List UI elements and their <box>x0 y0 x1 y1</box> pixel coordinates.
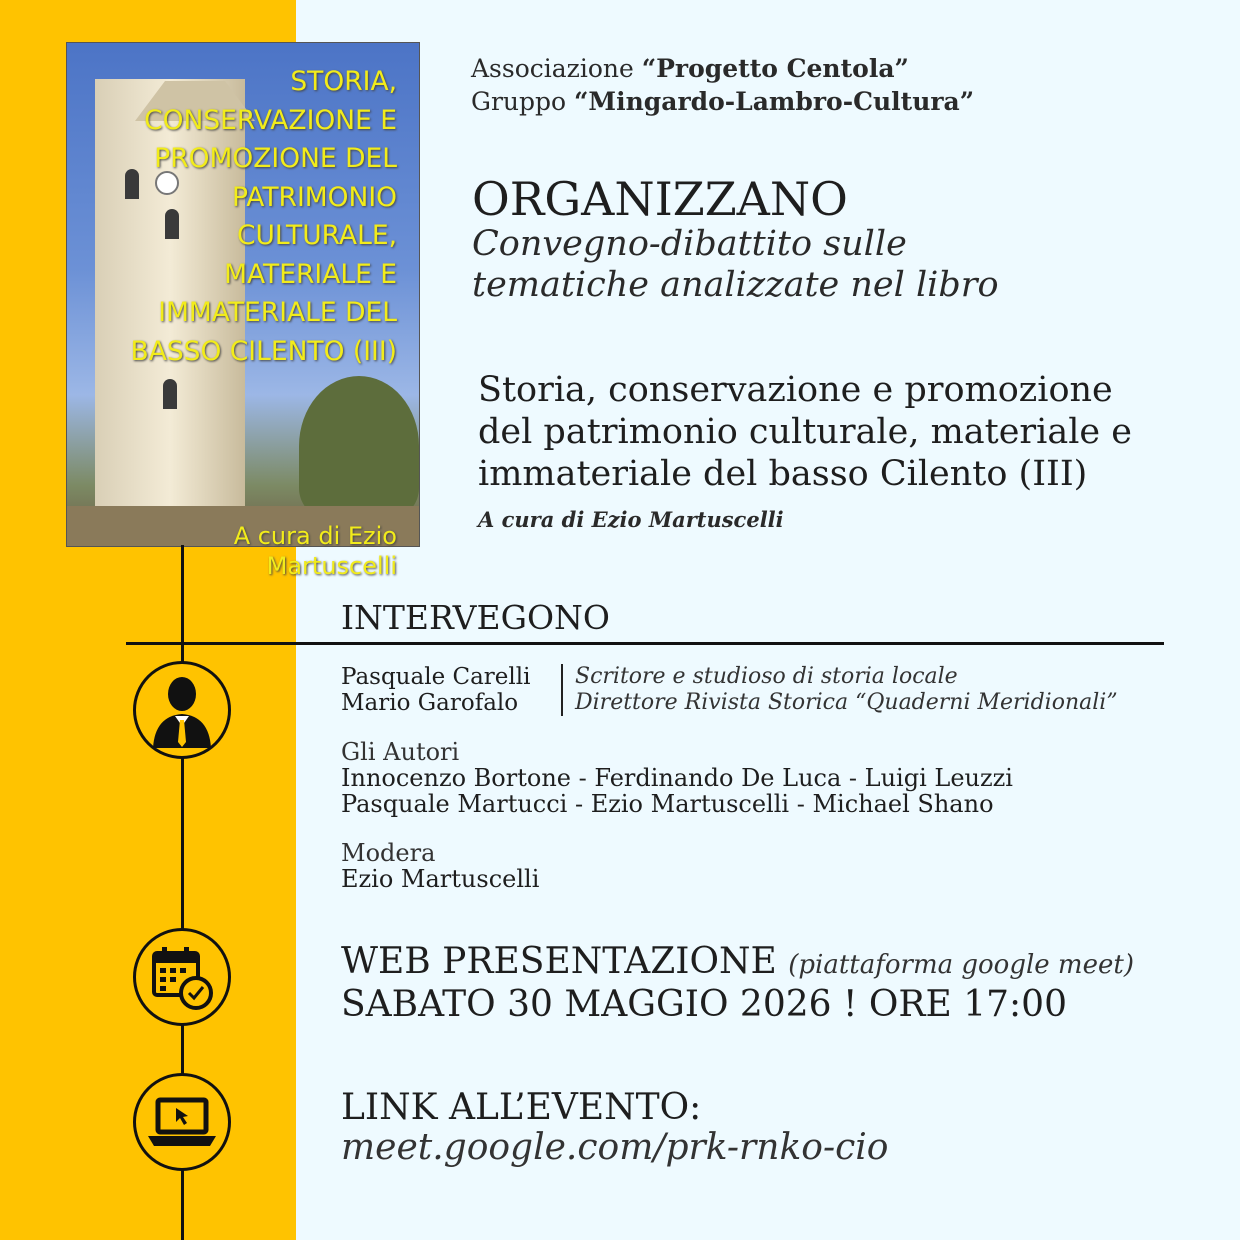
moderator-block: Modera Ezio Martuscelli <box>341 839 540 893</box>
speaker-row: Pasquale Carelli Scritore e studioso di storia locale <box>341 664 958 690</box>
organizers-block: Associazione “Progetto Centola” Gruppo “Mingardo-Lambro-Cultura” <box>471 54 975 116</box>
group-name: “Mingardo-Lambro-Cultura” <box>574 87 975 116</box>
tree-illustration <box>299 376 419 516</box>
association-name: “Progetto Centola” <box>641 54 909 83</box>
event-link-block <box>341 1088 888 1168</box>
link-label: LINK ALL’EVENTO: <box>341 1087 702 1128</box>
meet-link[interactable]: meet.google.com/prk-rnko-cio <box>341 1127 889 1168</box>
book-cover <box>66 42 420 580</box>
cover-title: STORIA, CONSERVAZIONE E PROMOZIONE DEL PATRIMONIO CULTURALE, MATERIALE E IMMATERIALE DEL BASSO CILENTO (III) <box>130 66 397 367</box>
event-description: Convegno-dibattito sulle tematiche analizzate nel libro <box>472 224 999 305</box>
laptop-icon <box>133 1073 231 1171</box>
event-type: WEB PRESENTAZIONE <box>341 941 777 982</box>
speakers-list <box>341 664 1118 716</box>
book-author: A cura di Ezio Martuscelli <box>478 507 784 532</box>
section-divider <box>126 642 1164 645</box>
event-info <box>341 942 1134 1024</box>
calendar-icon <box>133 928 231 1026</box>
person-icon <box>133 661 231 759</box>
authors-block: Gli Autori Innocenzo Bortone - Ferdinando De Luca - Luigi Leuzzi Pasquale Martucci - Ezio Martuscelli - Michael Shano <box>341 738 1013 818</box>
event-platform: (piattaforma google meet) <box>788 950 1134 980</box>
event-date: SABATO 30 MAGGIO 2026 ! ORE 17:00 <box>341 984 1067 1025</box>
speaker-row: Mario Garofalo Direttore Rivista Storica “Quaderni Meridionali” <box>341 690 1118 716</box>
speakers-heading: INTERVEGONO <box>341 598 610 637</box>
book-title: Storia, conservazione e promozione del patrimonio culturale, materiale e immateriale del basso Cilento (III) <box>478 370 1132 494</box>
cover-author: A cura di Ezio Martuscelli <box>233 522 397 580</box>
organize-heading: ORGANIZZANO <box>472 172 848 226</box>
